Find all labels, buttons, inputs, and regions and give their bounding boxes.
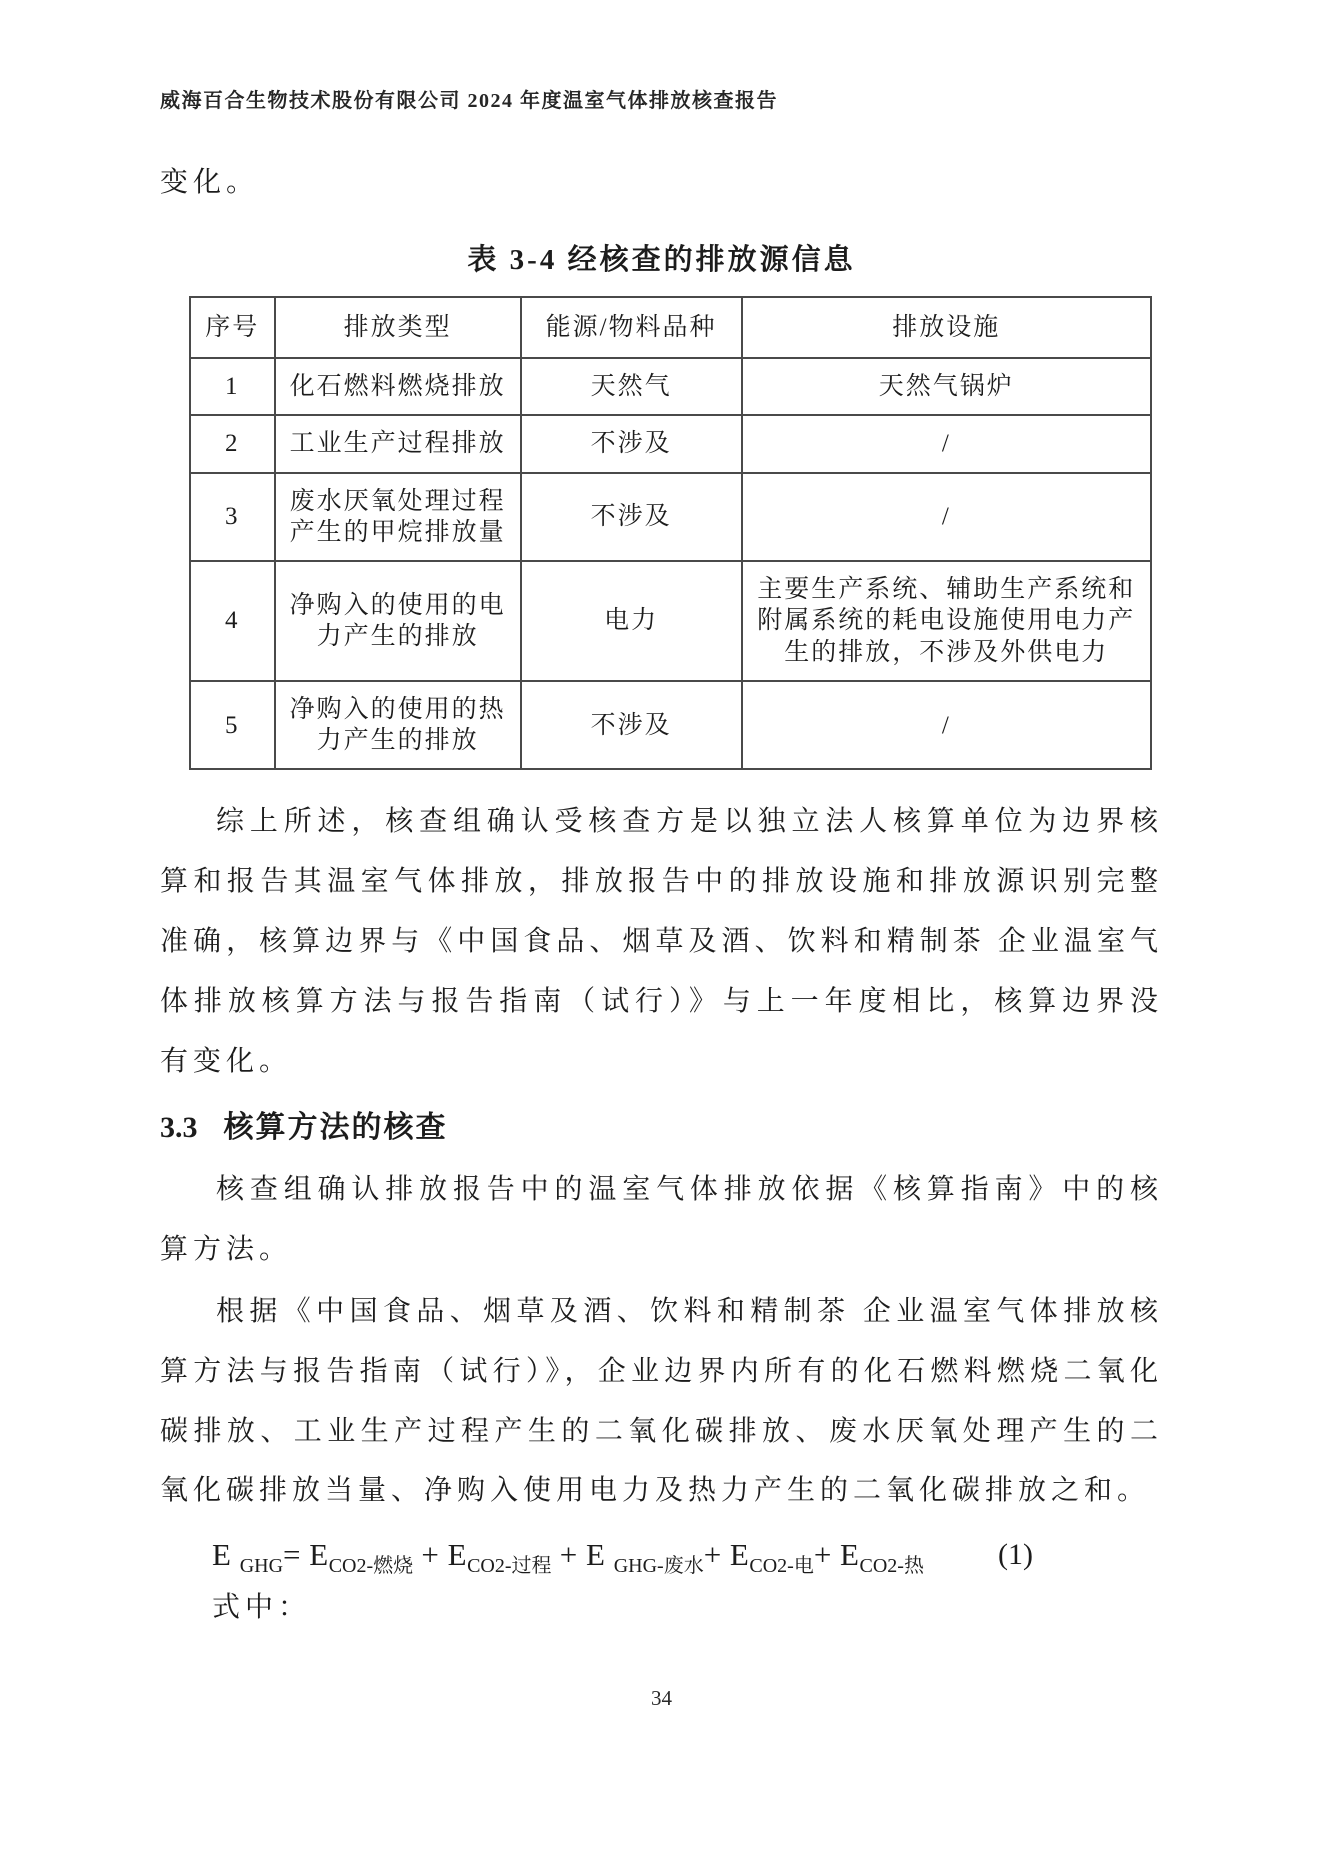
table-header-row [190,297,1151,358]
column-header-type: 排放类型 [275,297,521,358]
table-row [190,473,1151,562]
table-cell: 净购入的使用的热力产生的排放 [275,681,521,770]
table-cell: 废水厌氧处理过程产生的甲烷排放量 [275,473,521,562]
table-cell: 化石燃料燃烧排放 [275,358,521,415]
formula-expression: E $_{GHG}= E_{CO2-燃烧} + E_{CO2-过程} + E$ $_{GHG-废水}+ E_{CO2-电}+ E_{CO2-热}$ [212,1537,924,1578]
column-header-material: 能源/物料品种 [521,297,742,358]
table-row [190,415,1151,472]
column-header-facility: 排放设施 [742,297,1151,358]
equation-number: (1) [998,1538,1033,1572]
formula-where-label: 式中： [212,1592,312,1624]
formula [160,1537,1163,1578]
table-cell: 电力 [521,561,742,681]
page-number: 34 [651,1686,672,1710]
table-cell: / [742,415,1151,472]
table-cell: 4 [190,561,275,681]
table-caption: 表 3-4 经核查的排放源信息 [467,243,856,276]
emission-sources-table [189,296,1152,771]
table-cell: 1 [190,358,275,415]
table-row [190,561,1151,681]
table-cell: 不涉及 [521,681,742,770]
method-basis-paragraph: 根据《中国食品、烟草及酒、饮料和精制茶 企业温室气体排放核算方法与报告指南（试行）》，企业边界内所有的化石燃料燃烧二氧化碳排放、工业生产过程产生的二氧化碳排放、废水厌氧处理产生的二氧化碳排放当量、净购入使用电力及热力产生的二氧化碳排放之和。 [160,1295,1163,1507]
column-header-index: 序号 [190,297,275,358]
table-row [190,358,1151,415]
section-heading [160,1102,1163,1146]
method-confirm-paragraph: 核查组确认排放报告中的温室气体排放依据《核算指南》中的核算方法。 [160,1173,1163,1265]
table-cell: 主要生产系统、辅助生产系统和附属系统的耗电设施使用电力产生的排放，不涉及外供电力 [742,561,1151,681]
table-cell: 2 [190,415,275,472]
table-cell: 净购入的使用的电力产生的排放 [275,561,521,681]
table-cell: / [742,681,1151,770]
table-cell: 天然气 [521,358,742,415]
table-body [190,358,1151,769]
table-cell: 天然气锅炉 [742,358,1151,415]
page-header: 威海百合生物技术股份有限公司 2024 年度温室气体排放核查报告 [160,90,778,112]
table-cell: 不涉及 [521,415,742,472]
table-cell: 工业生产过程排放 [275,415,521,472]
carryover-text: 变化。 [160,167,260,198]
section-title: 核算方法的核查 [223,1110,448,1144]
table-cell: 5 [190,681,275,770]
table-cell: 不涉及 [521,473,742,562]
table-row [190,681,1151,770]
section-number: 3.3 [160,1110,198,1144]
summary-paragraph: 综上所述，核查组确认受核查方是以独立法人核算单位为边界核算和报告其温室气体排放，排放报告中的排放设施和排放源识别完整准确，核算边界与《中国食品、烟草及酒、饮料和精制茶 企业温室气体排放核算方法与报告指南（试行）》与上一年度相比，核算边界没有变化。 [160,806,1163,1078]
table-cell: 3 [190,473,275,562]
table-cell: / [742,473,1151,562]
